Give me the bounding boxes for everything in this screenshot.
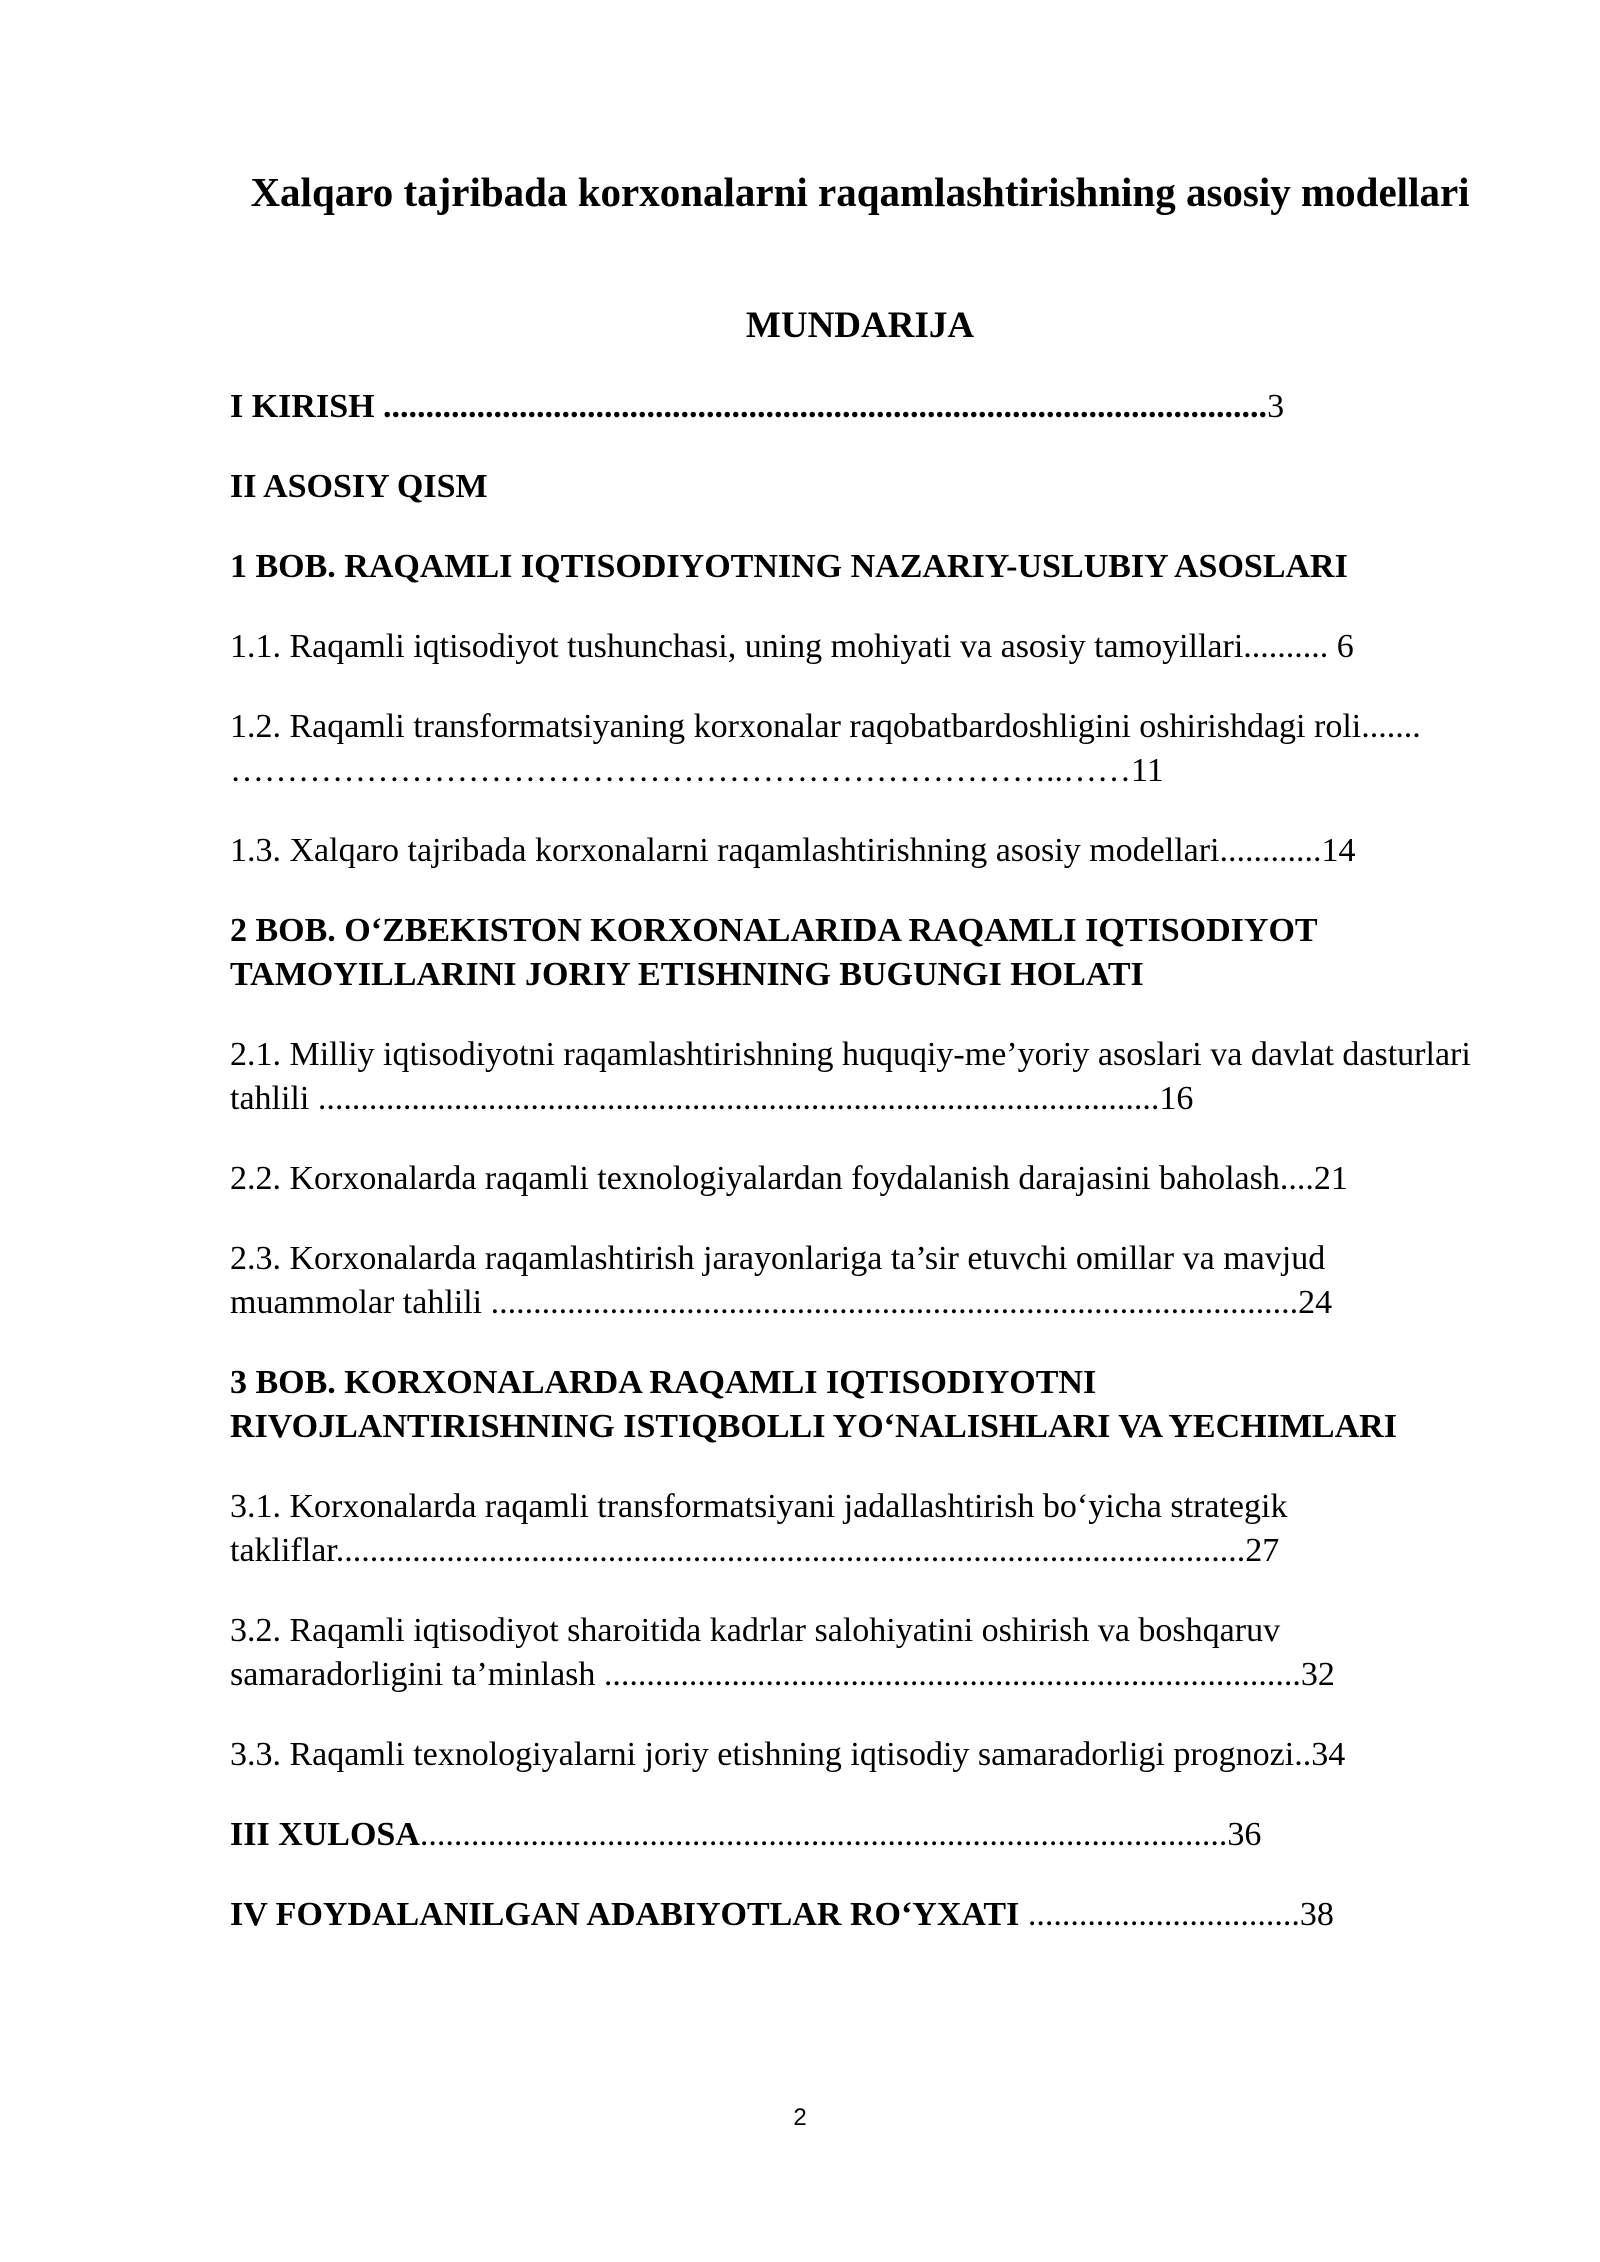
toc-entry-xulosa: III XULOSA...............................................................................................36 bbox=[230, 1816, 1262, 1853]
toc-entry-1-3: 1.3. Xalqaro tajribada korxonalarni raqamlashtirishning asosiy modellari............14 bbox=[230, 832, 1356, 869]
document-title: Xalqaro tajribada korxonalarni raqamlashtirishning asosiy modellari bbox=[250, 169, 1470, 215]
table-of-contents bbox=[230, 385, 1480, 1937]
page-number: 2 bbox=[793, 2104, 807, 2131]
toc-heading: MUNDARIJA bbox=[745, 305, 975, 346]
toc-entry-chapter-1: 1 BOB. RAQAMLI IQTISODIYOTNING NAZARIY-USLUBIY ASOSLARI bbox=[230, 548, 1348, 585]
toc-entry-2-2: 2.2. Korxonalarda raqamli texnologiyalardan foydalanish darajasini baholash....21 bbox=[230, 1160, 1348, 1197]
toc-entry-3-3: 3.3. Raqamli texnologiyalarni joriy etishning iqtisodiy samaradorligi prognozi..34 bbox=[230, 1736, 1346, 1773]
toc-entry-3-2: 3.2. Raqamli iqtisodiyot sharoitida kadrlar salohiyatini oshirish va boshqaruv samaradorligini ta’minlash ..................................................................................32 bbox=[230, 1612, 1335, 1693]
toc-entry-chapter-2: 2 BOB. O‘ZBEKISTON KORXONALARIDA RAQAMLI IQTISODIYOT TAMOYILLARINI JORIY ETISHNING BUGUNGI HOLATI bbox=[230, 912, 1317, 993]
toc-entry-adabiyotlar: IV FOYDALANILGAN ADABIYOTLAR RO‘YXATI ................................38 bbox=[230, 1896, 1334, 1933]
toc-entry-2-3: 2.3. Korxonalarda raqamlashtirish jarayonlariga ta’sir etuvchi omillar va mavjud muammolar tahlili ...............................................................................................24 bbox=[230, 1240, 1333, 1321]
toc-entry-1-1: 1.1. Raqamli iqtisodiyot tushunchasi, uning mohiyati va asosiy tamoyillari.......... 6 bbox=[230, 628, 1354, 665]
toc-entry-1-2: 1.2. Raqamli transformatsiyaning korxonalar raqobatbardoshligini oshirishdagi roli....... ………………………………………………………………..……11 bbox=[230, 708, 1421, 789]
toc-entry-3-1: 3.1. Korxonalarda raqamli transformatsiyani jadallashtirish bo‘yicha strategik takliflar...........................................................................................................27 bbox=[230, 1488, 1288, 1569]
toc-entry-asosiy-qism: II ASOSIY QISM bbox=[230, 468, 488, 505]
toc-entry-kirish: I KIRISH ........................................................................................................3 bbox=[230, 388, 1285, 425]
toc-entry-2-1: 2.1. Milliy iqtisodiyotni raqamlashtirishning huquqiy-me’yoriy asoslari va davlat dasturlari tahlili ...................................................................................................16 bbox=[230, 1036, 1471, 1117]
toc-entry-chapter-3: 3 BOB. KORXONALARDA RAQAMLI IQTISODIYOTNI RIVOJLANTIRISHNING ISTIQBOLLI YO‘NALISHLARI VA YECHIMLARI bbox=[230, 1364, 1397, 1445]
